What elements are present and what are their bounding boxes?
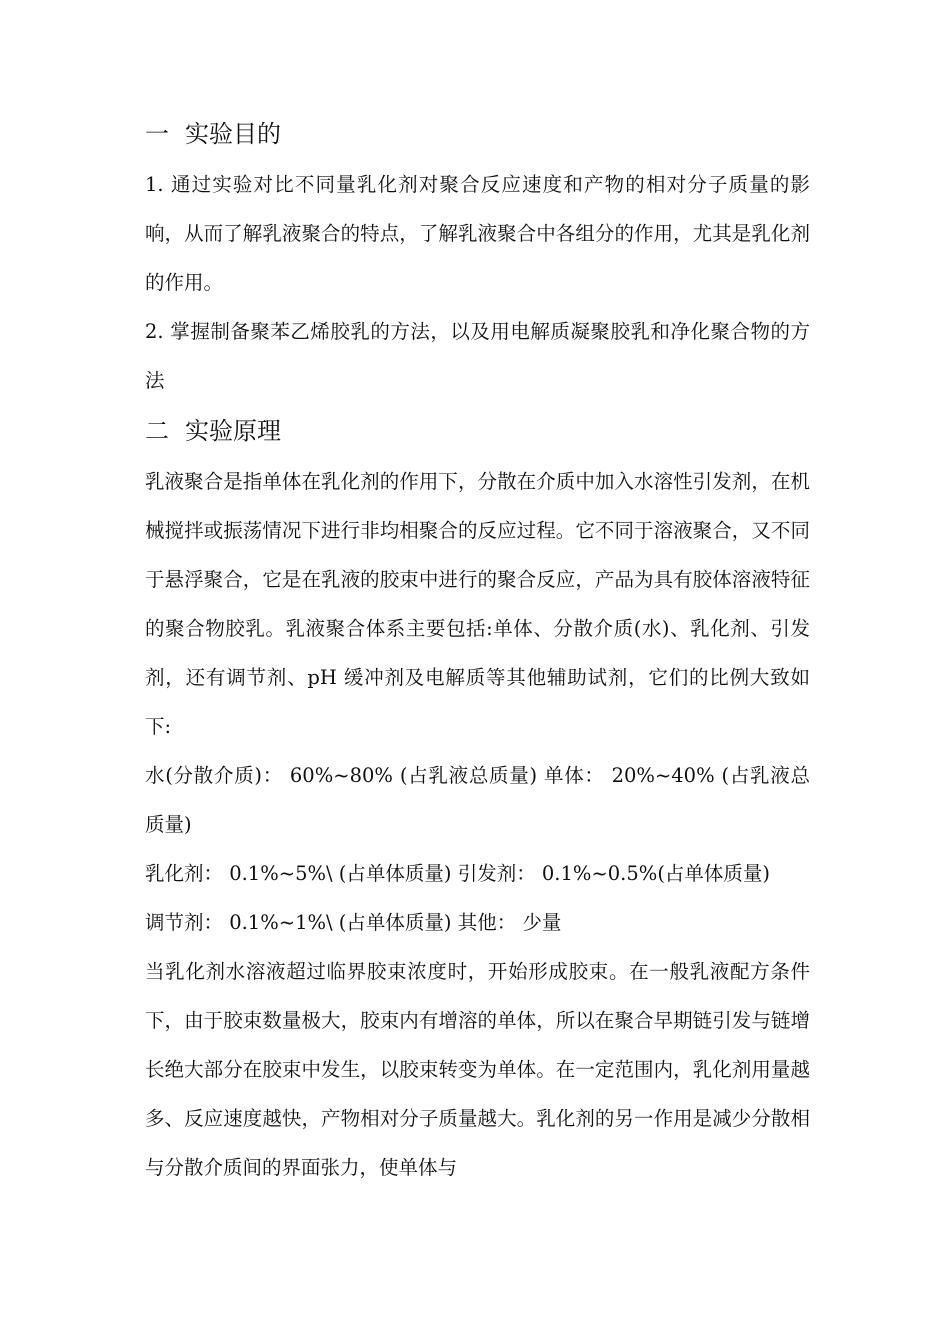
section-title: 实验目的 xyxy=(185,120,281,148)
ratio-line-1: 水(分散介质)： 60%~80% (占乳液总质量) 单体： 20%~40% (占乳液总质量) xyxy=(145,764,810,836)
section-title: 实验原理 xyxy=(185,417,281,445)
section-heading-1 xyxy=(145,112,810,156)
objective-item-2: 2. 掌握制备聚苯乙烯胶乳的方法，以及用电解质凝聚胶乳和净化聚合物的方法 xyxy=(145,320,810,392)
principle-intro: 乳液聚合是指单体在乳化剂的作用下，分散在介质中加入水溶性引发剂，在机械搅拌或振荡情况下进行非均相聚合的反应过程。它不同于溶液聚合，又不同于悬浮聚合，它是在乳液的胶束中进行的聚合反应，产品为具有胶体溶液特征的聚合物胶乳。乳液聚合体系主要包括:单体、分散介质(水)、乳化剂、引发剂，还有调节剂、pH 缓冲剂及电解质等其他辅助试剂，它们的比例大致如下: xyxy=(145,470,810,738)
ratio-line-2: 乳化剂： 0.1%~5%\ (占单体质量) 引发剂： 0.1%~0.5%(占单体质量) xyxy=(145,862,771,885)
ratio-line-3: 调节剂： 0.1%~1%\ (占单体质量) 其他： 少量 xyxy=(145,911,562,934)
objective-item-1: 1. 通过实验对比不同量乳化剂对聚合反应速度和产物的相对分子质量的影响，从而了解乳液聚合的特点，了解乳液聚合中各组分的作用，尤其是乳化剂的作用。 xyxy=(145,173,810,294)
section-number: 一 xyxy=(145,120,169,148)
principle-body: 当乳化剂水溶液超过临界胶束浓度时，开始形成胶束。在一般乳液配方条件下，由于胶束数量极大，胶束内有增溶的单体，所以在聚合早期链引发与链增长绝大部分在胶束中发生，以胶束转变为单体。在一定范围内，乳化剂用量越多、反应速度越快，产物相对分子质量越大。乳化剂的另一作用是减少分散相与分散介质间的界面张力，使单体与 xyxy=(145,960,810,1179)
section-heading-2 xyxy=(145,409,810,453)
section-number: 二 xyxy=(145,417,169,445)
document-content xyxy=(145,112,810,1192)
